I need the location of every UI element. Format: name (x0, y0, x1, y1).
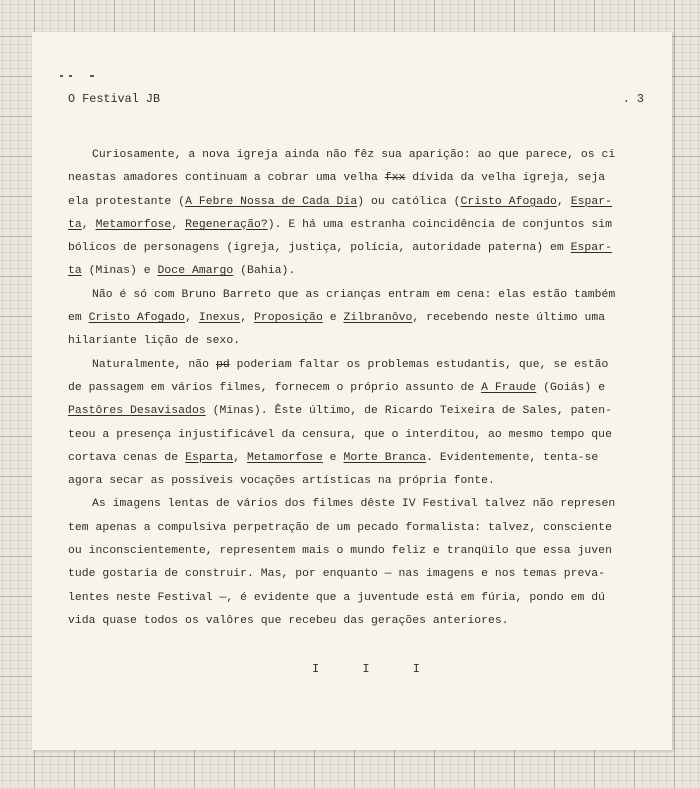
text-line (68, 447, 650, 470)
text-segment: em (68, 312, 89, 325)
text-segment: , recebendo neste último uma (412, 312, 606, 325)
text-segment: ). E há uma estranha coincidência de conjuntos sim (267, 218, 613, 231)
underlined-title: Cristo Afogado (88, 312, 186, 325)
text-line (68, 587, 650, 610)
underlined-title: ta (68, 218, 82, 231)
section-marker: I I I (312, 662, 439, 676)
page-number: . 3 (622, 92, 644, 106)
text-line (68, 493, 650, 516)
text-line (68, 470, 650, 493)
text-segment: , (171, 218, 186, 231)
text-segment: ela protestante ( (68, 195, 186, 208)
text-line (68, 424, 650, 447)
underlined-title: Proposição (253, 312, 323, 325)
text-line (68, 377, 650, 400)
underlined-title: Espar- (570, 242, 612, 255)
text-segment: bólicos de personagens (igreja, justiça, polícia, autoridade paterna) em (68, 242, 571, 255)
text-segment: , (556, 195, 571, 208)
underlined-title: Morte Branca (343, 451, 427, 464)
underlined-title: Regeneração? (185, 218, 268, 231)
text-segment: (Minas) e (81, 265, 158, 278)
text-segment: e (322, 451, 344, 464)
text-line (68, 540, 650, 563)
text-segment: de passagem em vários filmes, fornecem o próprio assunto de (68, 381, 482, 394)
underlined-title: Esparta (185, 451, 234, 464)
text-segment: As imagens lentas de vários dos filmes dêste IV Festival talvez não represen (92, 498, 616, 511)
text-line (68, 191, 650, 214)
text-line (68, 330, 650, 353)
underlined-title: Cristo Afogado (460, 195, 557, 208)
text-line (68, 563, 650, 586)
text-segment: (Minas). Êste último, de Ricardo Teixeira de Sales, paten- (205, 405, 612, 418)
text-segment: agora secar as possíveis vocações artísticas na própria fonte. (68, 475, 495, 488)
text-segment: Naturalmente, não (92, 358, 216, 371)
typewritten-page (32, 32, 672, 750)
document-body (68, 144, 650, 633)
text-line (68, 610, 650, 633)
underlined-title: Doce Amargo (157, 265, 234, 278)
underlined-title: Inexus (198, 312, 241, 325)
underlined-title: Pastôres Desavisados (68, 405, 206, 418)
text-segment: e (322, 312, 344, 325)
typed-mark (60, 75, 98, 77)
text-line (68, 517, 650, 540)
text-segment: teou a presença injustificável da censura, que o interditou, ao mesmo tempo que (68, 428, 612, 441)
underlined-title: A Fraude (481, 381, 537, 394)
text-segment: Não é só com Bruno Barreto que as crianças entram em cena: elas estão também (92, 288, 616, 301)
text-segment: , (233, 451, 248, 464)
text-segment: lentes neste Festival —, é evidente que a juventude está em fúria, pondo em dú (68, 591, 606, 604)
underlined-title: Zilbranôvo (343, 312, 413, 325)
text-line (68, 260, 650, 283)
text-segment: neastas amadores continuam a cobrar uma velha (68, 172, 385, 185)
text-segment: , (185, 312, 199, 325)
text-segment: . Evidentemente, tenta-se (426, 451, 599, 464)
underlined-title: Espar- (570, 195, 613, 208)
text-line (68, 307, 650, 330)
underlined-title: A Febre Nossa de Cada Dia (185, 195, 358, 208)
page-header (68, 92, 644, 110)
header-title: O Festival JB (68, 92, 161, 106)
text-segment: , (81, 218, 96, 231)
underlined-title: Metamorfose (95, 218, 172, 231)
struck-text: fxx (384, 172, 406, 185)
text-segment: Curiosamente, a nova igreja ainda não fêz sua aparição: ao que parece, os ci (92, 149, 616, 161)
text-segment: cortava cenas de (68, 451, 186, 464)
underlined-title: ta (68, 265, 82, 278)
text-segment: (Goiás) e (536, 381, 606, 394)
underlined-title: Metamorfose (247, 451, 323, 464)
text-segment: (Bahia). (233, 265, 296, 278)
text-segment: tem apenas a compulsiva perpetração de um pecado formalista: talvez, consciente (68, 521, 612, 534)
text-segment: poderiam faltar os problemas estudantis, que, se estão (229, 358, 609, 371)
text-line (68, 284, 650, 307)
text-segment: vida quase todos os valôres que recebeu das gerações anteriores. (68, 614, 509, 627)
text-line (68, 354, 650, 377)
text-segment: ou inconscientemente, representem mais o mundo feliz e tranqüilo que essa juven (68, 545, 612, 558)
text-segment: hilariante lição de sexo. (68, 335, 241, 348)
text-segment: , (240, 312, 254, 325)
text-line (68, 214, 650, 237)
text-line (68, 144, 650, 167)
text-line (68, 237, 650, 260)
text-line (68, 400, 650, 423)
text-segment: dívida da velha igreja, seja (405, 172, 606, 185)
struck-text: pd (215, 358, 230, 371)
text-line (68, 167, 650, 190)
text-segment: ) ou católica ( (357, 195, 461, 208)
text-segment: tude gostaria de construir. Mas, por enquanto — nas imagens e nos temas preva- (68, 568, 606, 581)
